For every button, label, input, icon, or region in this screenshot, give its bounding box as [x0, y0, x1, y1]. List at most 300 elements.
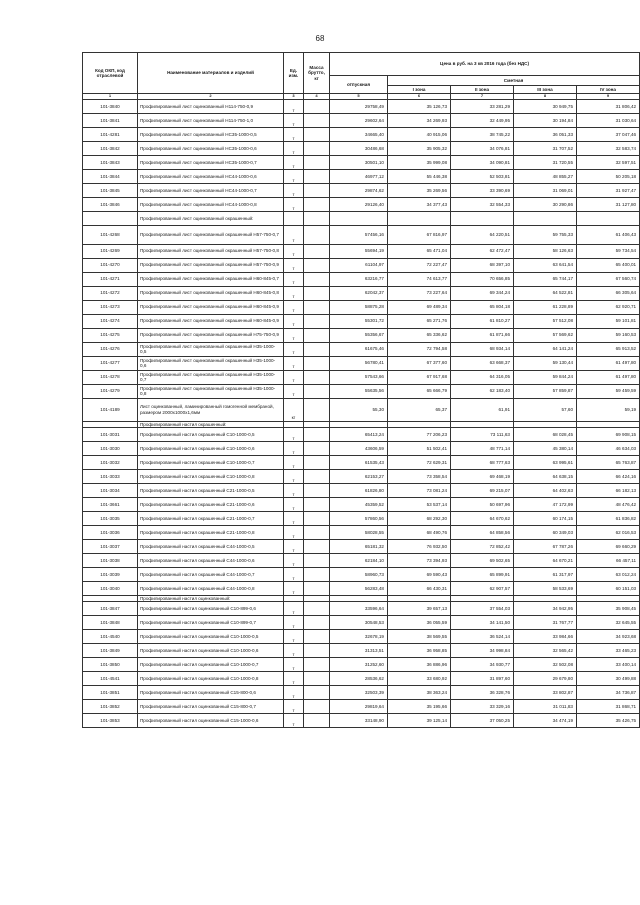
- price-zone-2-cell: 36 524,14: [451, 630, 514, 644]
- mass-cell: [304, 356, 330, 370]
- price-zone-2-cell: 34 998,84: [451, 644, 514, 658]
- unit-cell: т: [284, 630, 304, 644]
- price-zone-4-cell: 61 836,82: [577, 511, 640, 525]
- col-number: 7: [451, 94, 514, 100]
- price-zone-2-cell: 48 771,14: [451, 441, 514, 455]
- price-zone-3-cell: 59 844,24: [514, 370, 577, 384]
- unit-cell: т: [284, 700, 304, 714]
- mass-cell: [304, 300, 330, 314]
- mass-cell: [304, 672, 330, 686]
- code-cell: 101-3037: [83, 539, 138, 553]
- price-zone-1-cell: 65,37: [388, 398, 451, 421]
- price-zone-3-cell: 60 174,15: [514, 511, 577, 525]
- table-row: [83, 511, 640, 525]
- table-row: [83, 672, 640, 686]
- mass-cell: [304, 244, 330, 258]
- price-release-cell: 29758,49: [330, 100, 388, 114]
- price-zone-1-cell: 38 569,55: [388, 630, 451, 644]
- price-zone-2-cell: 33 329,16: [451, 700, 514, 714]
- name-cell: Профилированный настил оцинкованный С10-1000-0,5: [138, 630, 284, 644]
- price-zone-3-cell: 58 533,69: [514, 581, 577, 595]
- name-cell: Профилированный лист оцинкованный окрашенный Н75-750-0,9: [138, 328, 284, 342]
- price-zone-4-cell: 61 497,80: [577, 370, 640, 384]
- price-zone-3-cell: 64 522,81: [514, 286, 577, 300]
- unit-cell: т: [284, 553, 304, 567]
- name-cell: Профилированный настил окрашенный:: [138, 421, 284, 427]
- code-cell: 101-3036: [83, 525, 138, 539]
- price-release-cell: 57456,16: [330, 226, 388, 245]
- table-row: [83, 198, 640, 212]
- price-zone-2-cell: 65 804,18: [451, 300, 514, 314]
- col-number: 4: [304, 94, 330, 100]
- name-cell: Профилированный лист оцинкованный окрашенный Н60-845-0,8: [138, 286, 284, 300]
- price-zone-4-cell: 32 583,74: [577, 142, 640, 156]
- price-zone-2-cell: 31 897,60: [451, 672, 514, 686]
- price-zone-3-cell: 57 569,62: [514, 328, 577, 342]
- table-row: [83, 142, 640, 156]
- name-cell: Профилированный лист оцинкованный окрашенный Н35-1000-0,7: [138, 370, 284, 384]
- table-row: [83, 300, 640, 314]
- price-zone-1-cell: [388, 212, 451, 226]
- mass-cell: [304, 567, 330, 581]
- code-cell: 101-3033: [83, 469, 138, 483]
- name-cell: Профилированный лист оцинкованный Н114-750-0,9: [138, 100, 284, 114]
- price-zone-4-cell: 65 400,01: [577, 258, 640, 272]
- price-zone-3-cell: 60 349,03: [514, 525, 577, 539]
- price-zone-1-cell: 73 227,64: [388, 286, 451, 300]
- table-row: [83, 441, 640, 455]
- table-row: [83, 658, 640, 672]
- price-zone-4-cell: 63 012,24: [577, 567, 640, 581]
- table-row: [83, 553, 640, 567]
- price-zone-2-cell: 36 328,76: [451, 686, 514, 700]
- name-cell: Профилированный настил оцинкованный С10-1000-0,8: [138, 672, 284, 686]
- unit-cell: [284, 212, 304, 226]
- price-zone-3-cell: 32 502,08: [514, 658, 577, 672]
- mass-cell: [304, 469, 330, 483]
- code-cell: 101-4279: [83, 384, 138, 398]
- mass-cell: [304, 212, 330, 226]
- price-zone-4-cell: 48 476,42: [577, 497, 640, 511]
- mass-cell: [304, 398, 330, 421]
- mass-cell: [304, 427, 330, 441]
- code-cell: 101-3852: [83, 700, 138, 714]
- name-cell: Профилированный настил окрашенный С44-1000-0,8: [138, 581, 284, 595]
- price-zone-1-cell: 35 269,56: [388, 184, 451, 198]
- price-zone-4-cell: 32 645,55: [577, 616, 640, 630]
- price-zone-4-cell: 59 160,53: [577, 328, 640, 342]
- price-zone-2-cell: 61 810,27: [451, 314, 514, 328]
- price-zone-2-cell: 69 502,65: [451, 553, 514, 567]
- price-zone-3-cell: 31 011,83: [514, 700, 577, 714]
- name-cell: Профилированный настил оцинкованный С10-899-0,6: [138, 602, 284, 616]
- price-zone-4-cell: [577, 212, 640, 226]
- price-release-cell: 55356,67: [330, 328, 388, 342]
- price-zone-1-cell: 51 502,41: [388, 441, 451, 455]
- table-row: [83, 700, 640, 714]
- code-cell: 101-3849: [83, 644, 138, 658]
- price-release-cell: 30548,53: [330, 616, 388, 630]
- price-zone-3-cell: 47 172,99: [514, 497, 577, 511]
- price-zone-4-cell: 32 597,51: [577, 156, 640, 170]
- code-cell: 101-4273: [83, 300, 138, 314]
- price-table: [82, 52, 640, 728]
- table-row: [83, 469, 640, 483]
- name-cell: Профилированный лист оцинкованный НС44-1000-0,6: [138, 170, 284, 184]
- price-zone-4-cell: 33 465,23: [577, 644, 640, 658]
- table-row: [83, 483, 640, 497]
- code-cell: 101-3038: [83, 553, 138, 567]
- code-cell: 101-4270: [83, 258, 138, 272]
- price-zone-1-cell: 53 537,14: [388, 497, 451, 511]
- price-zone-2-cell: 32 554,33: [451, 198, 514, 212]
- price-zone-4-cell: 59 459,59: [577, 384, 640, 398]
- code-cell: 101-3034: [83, 483, 138, 497]
- name-cell: Профилированный настил окрашенный С10-1000-0,6: [138, 441, 284, 455]
- code-cell: 101-3848: [83, 616, 138, 630]
- price-release-cell: 55301,72: [330, 314, 388, 328]
- price-zone-2-cell: 72 852,42: [451, 539, 514, 553]
- price-zone-3-cell: 61 228,89: [514, 300, 577, 314]
- header-zone-2: II зона: [451, 86, 514, 94]
- mass-cell: [304, 497, 330, 511]
- table-row: [83, 328, 640, 342]
- name-cell: Профилированный настил оцинкованный С10-1000-0,6: [138, 644, 284, 658]
- price-zone-4-cell: 35 908,45: [577, 602, 640, 616]
- price-zone-3-cell: 48 855,27: [514, 170, 577, 184]
- price-zone-1-cell: 38 363,24: [388, 686, 451, 700]
- price-zone-1-cell: 77 206,23: [388, 427, 451, 441]
- unit-cell: т: [284, 644, 304, 658]
- price-release-cell: 57543,66: [330, 370, 388, 384]
- code-cell: 101-4271: [83, 272, 138, 286]
- mass-cell: [304, 455, 330, 469]
- price-release-cell: 32503,39: [330, 686, 388, 700]
- price-zone-2-cell: 69 344,24: [451, 286, 514, 300]
- price-zone-2-cell: 34 090,81: [451, 156, 514, 170]
- price-zone-2-cell: 64 858,56: [451, 525, 514, 539]
- price-zone-2-cell: 64 316,05: [451, 370, 514, 384]
- group-header-row: [83, 212, 640, 226]
- price-zone-4-cell: 31 927,47: [577, 184, 640, 198]
- price-zone-1-cell: 73 358,54: [388, 469, 451, 483]
- price-zone-2-cell: 69 468,19: [451, 469, 514, 483]
- price-zone-1-cell: 73 081,24: [388, 483, 451, 497]
- price-release-cell: 57860,56: [330, 511, 388, 525]
- price-zone-2-cell: 65 899,91: [451, 567, 514, 581]
- price-release-cell: 29126,40: [330, 198, 388, 212]
- price-zone-3-cell: 30 949,75: [514, 100, 577, 114]
- code-cell: 101-3844: [83, 170, 138, 184]
- price-zone-3-cell: 36 051,33: [514, 128, 577, 142]
- price-zone-1-cell: 35 999,08: [388, 156, 451, 170]
- unit-cell: т: [284, 427, 304, 441]
- code-cell: 101-4272: [83, 286, 138, 300]
- price-release-cell: 32678,19: [330, 630, 388, 644]
- price-zone-2-cell: 62 907,57: [451, 581, 514, 595]
- code-cell: 101-4276: [83, 342, 138, 356]
- table-row: [83, 644, 640, 658]
- header-zone-3: III зона: [514, 86, 577, 94]
- mass-cell: [304, 483, 330, 497]
- price-zone-4-cell: 69 660,29: [577, 539, 640, 553]
- code-cell: 101-3846: [83, 198, 138, 212]
- unit-cell: т: [284, 272, 304, 286]
- name-cell: Профилированный лист оцинкованный окрашенный Н60-845-0,9: [138, 300, 284, 314]
- col-number: 9: [577, 94, 640, 100]
- price-zone-2-cell: 68 777,63: [451, 455, 514, 469]
- price-release-cell: 30486,68: [330, 142, 388, 156]
- price-zone-1-cell: 36 886,96: [388, 658, 451, 672]
- price-zone-4-cell: 66 182,13: [577, 483, 640, 497]
- price-zone-3-cell: 59 130,44: [514, 356, 577, 370]
- price-zone-2-cell: 61 871,66: [451, 328, 514, 342]
- unit-cell: т: [284, 672, 304, 686]
- price-zone-1-cell: 55 446,38: [388, 170, 451, 184]
- name-cell: Профилированный настил оцинкованный С10-1000-0,7: [138, 658, 284, 672]
- price-release-cell: 58028,55: [330, 525, 388, 539]
- price-zone-1-cell: 34 269,93: [388, 114, 451, 128]
- unit-cell: т: [284, 356, 304, 370]
- table-row: [83, 286, 640, 300]
- price-zone-2-cell: 64 220,51: [451, 226, 514, 245]
- unit-cell: т: [284, 114, 304, 128]
- price-release-cell: 31252,60: [330, 658, 388, 672]
- mass-cell: [304, 525, 330, 539]
- price-release-cell: 62184,10: [330, 553, 388, 567]
- mass-cell: [304, 272, 330, 286]
- price-zone-1-cell: 35 126,73: [388, 100, 451, 114]
- price-zone-4-cell: 66 457,11: [577, 553, 640, 567]
- price-zone-2-cell: 63 668,37: [451, 356, 514, 370]
- price-release-cell: 62153,27: [330, 469, 388, 483]
- mass-cell: [304, 286, 330, 300]
- name-cell: Профилированный лист оцинкованный окрашенный Н35-1000-0,8: [138, 384, 284, 398]
- name-cell: Профилированный лист оцинкованный НС44-1000-0,8: [138, 198, 284, 212]
- mass-cell: [304, 581, 330, 595]
- code-cell: 101-4540: [83, 630, 138, 644]
- code-cell: 101-4275: [83, 328, 138, 342]
- price-zone-2-cell: 62 183,40: [451, 384, 514, 398]
- price-zone-3-cell: 67 787,26: [514, 539, 577, 553]
- price-zone-1-cell: 39 657,13: [388, 602, 451, 616]
- code-cell: 101-3031: [83, 427, 138, 441]
- name-cell: Профилированный настил окрашенный С10-1000-0,7: [138, 455, 284, 469]
- price-zone-1-cell: 68 292,30: [388, 511, 451, 525]
- name-cell: Профилированный настил окрашенный С21-1000-0,7: [138, 511, 284, 525]
- code-cell: 101-3843: [83, 156, 138, 170]
- mass-cell: [304, 384, 330, 398]
- name-cell: Профилированный лист оцинкованный НС35-1000-0,5: [138, 128, 284, 142]
- code-cell: 101-3035: [83, 511, 138, 525]
- code-cell: 101-4277: [83, 356, 138, 370]
- name-cell: Профилированный настил оцинкованный С15-800-0,7: [138, 700, 284, 714]
- table-row: [83, 686, 640, 700]
- unit-cell: т: [284, 142, 304, 156]
- header-price-caption: Цена в руб. на 3 кв 2016 года (без НДС): [330, 53, 640, 76]
- price-zone-1-cell: 76 932,50: [388, 539, 451, 553]
- price-release-cell: 55635,56: [330, 384, 388, 398]
- header-zone-4: IV зона: [577, 86, 640, 94]
- price-release-cell: 28536,62: [330, 672, 388, 686]
- unit-cell: т: [284, 170, 304, 184]
- table-header: [83, 53, 640, 100]
- mass-cell: [304, 511, 330, 525]
- mass-cell: [304, 184, 330, 198]
- mass-cell: [304, 258, 330, 272]
- price-zone-1-cell: 67 377,60: [388, 356, 451, 370]
- price-zone-1-cell: 72 227,47: [388, 258, 451, 272]
- table-row: [83, 314, 640, 328]
- price-release-cell: 33148,90: [330, 714, 388, 728]
- price-zone-2-cell: 62 472,47: [451, 244, 514, 258]
- code-cell: 101-3030: [83, 441, 138, 455]
- price-release-cell: 61104,97: [330, 258, 388, 272]
- code-cell: 101-3841: [83, 114, 138, 128]
- code-cell: 101-3853: [83, 714, 138, 728]
- table-row: [83, 272, 640, 286]
- name-cell: Профилированный лист оцинкованный окрашенный Н60-845-0,9: [138, 314, 284, 328]
- price-release-cell: 58875,28: [330, 300, 388, 314]
- price-zone-3-cell: 65 744,17: [514, 272, 577, 286]
- price-zone-4-cell: 31 030,64: [577, 114, 640, 128]
- unit-cell: т: [284, 370, 304, 384]
- price-zone-3-cell: 63 641,54: [514, 258, 577, 272]
- unit-cell: т: [284, 511, 304, 525]
- price-zone-2-cell: 50 697,96: [451, 497, 514, 511]
- price-zone-2-cell: 61,91: [451, 398, 514, 421]
- unit-cell: т: [284, 441, 304, 455]
- price-release-cell: 65181,32: [330, 539, 388, 553]
- price-zone-3-cell: 45 380,14: [514, 441, 577, 455]
- price-zone-4-cell: 61 497,80: [577, 356, 640, 370]
- price-zone-2-cell: 33 281,29: [451, 100, 514, 114]
- price-zone-3-cell: 64 141,24: [514, 342, 577, 356]
- price-zone-3-cell: 32 565,42: [514, 644, 577, 658]
- price-release-cell: 56283,48: [330, 581, 388, 595]
- header-release: отпускная: [330, 76, 388, 94]
- code-cell: 101-4189: [83, 398, 138, 421]
- price-release-cell: 46977,12: [330, 170, 388, 184]
- unit-cell: т: [284, 258, 304, 272]
- code-cell: 101-3851: [83, 686, 138, 700]
- table-row: [83, 356, 640, 370]
- price-release-cell: 31313,51: [330, 644, 388, 658]
- unit-cell: т: [284, 497, 304, 511]
- price-zone-4-cell: 33 400,14: [577, 658, 640, 672]
- price-zone-4-cell: 65 763,87: [577, 455, 640, 469]
- price-zone-3-cell: 31 707,52: [514, 142, 577, 156]
- price-release-cell: 61826,80: [330, 483, 388, 497]
- name-cell: Профилированный лист оцинкованный НС44-1000-0,7: [138, 184, 284, 198]
- price-release-cell: 29602,64: [330, 114, 388, 128]
- price-release-cell: 63216,77: [330, 272, 388, 286]
- table-row: [83, 226, 640, 245]
- price-zone-1-cell: 67 917,68: [388, 370, 451, 384]
- table-row: [83, 384, 640, 398]
- price-zone-4-cell: 31 127,80: [577, 198, 640, 212]
- unit-cell: т: [284, 328, 304, 342]
- mass-cell: [304, 553, 330, 567]
- price-release-cell: [330, 212, 388, 226]
- mass-cell: [304, 700, 330, 714]
- table-row: [83, 114, 640, 128]
- unit-cell: т: [284, 128, 304, 142]
- table-row: [83, 342, 640, 356]
- name-cell: Профилированный лист оцинкованный окрашенный Н57-750-0,8: [138, 244, 284, 258]
- code-cell: 101-3039: [83, 567, 138, 581]
- price-zone-2-cell: 34 141,50: [451, 616, 514, 630]
- price-zone-1-cell: 39 125,14: [388, 714, 451, 728]
- unit-cell: т: [284, 455, 304, 469]
- price-zone-2-cell: 37 554,03: [451, 602, 514, 616]
- price-zone-3-cell: 57 859,87: [514, 384, 577, 398]
- price-zone-3-cell: 31 720,55: [514, 156, 577, 170]
- code-cell: 101-3040: [83, 581, 138, 595]
- col-number: 5: [330, 94, 388, 100]
- code-cell: 101-3847: [83, 602, 138, 616]
- price-release-cell: 62042,37: [330, 286, 388, 300]
- name-cell: Профилированный настил окрашенный С44-1000-0,6: [138, 553, 284, 567]
- code-cell: 101-3661: [83, 497, 138, 511]
- header-estimate: Сметная: [388, 76, 640, 86]
- price-zone-1-cell: 69 489,34: [388, 300, 451, 314]
- name-cell: Профилированный настил оцинкованный:: [138, 595, 284, 601]
- table-row: [83, 714, 640, 728]
- unit-cell: т: [284, 314, 304, 328]
- price-zone-4-cell: 59 734,54: [577, 244, 640, 258]
- price-zone-3-cell: 58 126,63: [514, 244, 577, 258]
- price-zone-3-cell: 61 317,97: [514, 567, 577, 581]
- price-zone-4-cell: 34 736,87: [577, 686, 640, 700]
- price-zone-3-cell: 33 802,87: [514, 686, 577, 700]
- table-row: [83, 567, 640, 581]
- price-zone-4-cell: 50 205,18: [577, 170, 640, 184]
- unit-cell: т: [284, 100, 304, 114]
- price-zone-4-cell: 66 424,16: [577, 469, 640, 483]
- table-row: [83, 370, 640, 384]
- mass-cell: [304, 616, 330, 630]
- unit-cell: т: [284, 342, 304, 356]
- header-mass: Масса брутто, кг: [304, 53, 330, 94]
- price-zone-4-cell: 62 920,71: [577, 300, 640, 314]
- name-cell: Профилированный лист оцинкованный окрашенный Н57-750-0,9: [138, 258, 284, 272]
- mass-cell: [304, 142, 330, 156]
- price-zone-4-cell: 31 868,71: [577, 700, 640, 714]
- price-zone-4-cell: 31 806,42: [577, 100, 640, 114]
- unit-cell: т: [284, 602, 304, 616]
- price-zone-2-cell: 68 934,14: [451, 342, 514, 356]
- mass-cell: [304, 226, 330, 245]
- price-release-cell: 34665,40: [330, 128, 388, 142]
- unit-cell: т: [284, 226, 304, 245]
- price-release-cell: 61675,46: [330, 342, 388, 356]
- code-cell: [83, 212, 138, 226]
- price-zone-4-cell: 66 305,64: [577, 286, 640, 300]
- unit-cell: кг: [284, 398, 304, 421]
- table-row: [83, 398, 640, 421]
- name-cell: Профилированный лист оцинкованный окрашенный Н35-1000-0,6: [138, 356, 284, 370]
- code-cell: 101-4281: [83, 128, 138, 142]
- price-zone-3-cell: 31 069,01: [514, 184, 577, 198]
- table-body: [83, 100, 640, 728]
- price-zone-1-cell: 34 377,43: [388, 198, 451, 212]
- name-cell: Профилированный настил окрашенный С21-1000-0,5: [138, 483, 284, 497]
- unit-cell: т: [284, 525, 304, 539]
- mass-cell: [304, 370, 330, 384]
- price-release-cell: 29874,62: [330, 184, 388, 198]
- price-zone-1-cell: 40 915,06: [388, 128, 451, 142]
